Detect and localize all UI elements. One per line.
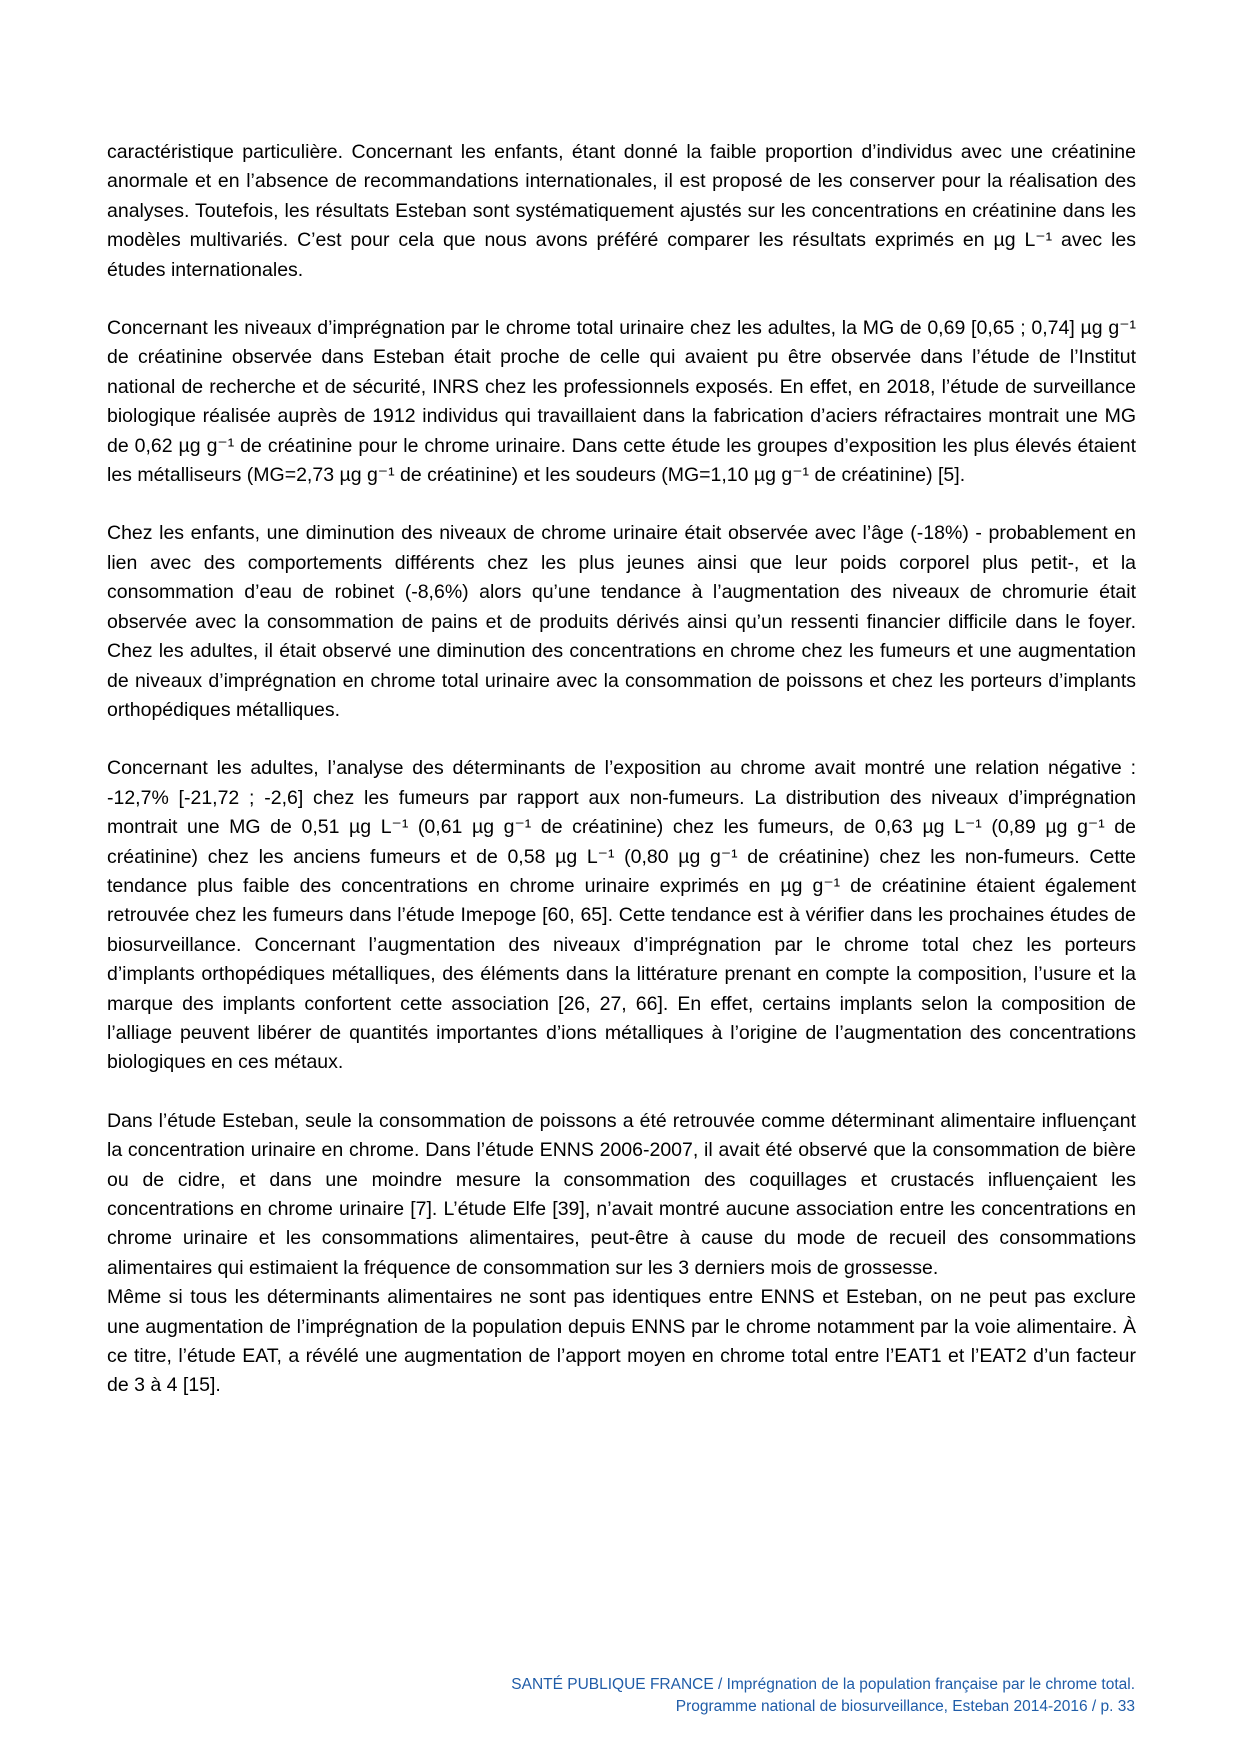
footer-publisher-line: SANTÉ PUBLIQUE FRANCE / Imprégnation de la population française par le chrome total. (511, 1676, 1135, 1693)
page-body-text (107, 138, 1136, 1430)
body-paragraph-2: Concernant les niveaux d’imprégnation par le chrome total urinaire chez les adultes, la MG de 0,69 [0,65 ; 0,74] µg g⁻¹ de créatinine observée dans Esteban était proche de celle qui avaient pu être observée dans l’étude de l’Institut national de recherche et de sécurité, INRS chez les professionnels exposés. En effet, en 2018, l’étude de surveillance biologique réalisée auprès de 1912 individus qui travaillaient dans la fabrication d’aciers réfractaires montrait une MG de 0,62 µg g⁻¹ de créatinine pour le chrome urinaire. Dans cette étude les groupes d’exposition les plus élevés étaient les métalliseurs (MG=2,73 µg g⁻¹ de créatinine) et les soudeurs (MG=1,10 µg g⁻¹ de créatinine) [5]. (107, 317, 1136, 487)
body-paragraph-5: Dans l’étude Esteban, seule la consommation de poissons a été retrouvée comme déterminant alimentaire influençant la concentration urinaire en chrome. Dans l’étude ENNS 2006-2007, il avait été observé que la consommation de bière ou de cidre, et dans une moindre mesure la consommation des coquillages et crustacés influençaient les concentrations en chrome urinaire [7]. L’étude Elfe [39], n’avait montré aucune association entre les concentrations en chrome urinaire et les consommations alimentaires, peut-être à cause du mode de recueil des consommations alimentaires qui estimaient la fréquence de consommation sur les 3 derniers mois de grossesse. (107, 1109, 1136, 1279)
body-paragraph-3: Chez les enfants, une diminution des niveaux de chrome urinaire était observée avec l’âge (-18%) - probablement en lien avec des comportements différents chez les plus jeunes ainsi que leur poids corporel plus petit-, et la consommation d’eau de robinet (-8,6%) alors qu’une tendance à l’augmentation des niveaux de chromurie était observée avec la consommation de pains et de produits dérivés ainsi qu’un ressenti financier difficile dans le foyer. Chez les adultes, il était observé une diminution des concentrations en chrome chez les fumeurs et une augmentation de niveaux d’imprégnation en chrome total urinaire avec la consommation de poissons et chez les porteurs d’implants orthopédiques métalliques. (107, 522, 1136, 721)
body-paragraph-6: Même si tous les déterminants alimentaires ne sont pas identiques entre ENNS et Esteban, on ne peut pas exclure une augmentation de l’imprégnation de la population depuis ENNS par le chrome notamment par la voie alimentaire. À ce titre, l’étude EAT, a révélé une augmentation de l’apport moyen en chrome total entre l’EAT1 et l’EAT2 d’un facteur de 3 à 4 [15]. (107, 1286, 1136, 1397)
page-footer (511, 1674, 1135, 1718)
body-paragraph-1: caractéristique particulière. Concernant les enfants, étant donné la faible proportion d’individus avec une créatinine anormale et en l’absence de recommandations internationales, il est proposé de les conserver pour la réalisation des analyses. Toutefois, les résultats Esteban sont systématiquement ajustés sur les concentrations en créatinine dans les modèles multivariés. C’est pour cela que nous avons préféré comparer les résultats exprimés en µg L⁻¹ avec les études internationales. (107, 141, 1136, 281)
footer-program-page-line: Programme national de biosurveillance, Esteban 2014-2016 / p. 33 (675, 1698, 1135, 1715)
body-paragraph-4: Concernant les adultes, l’analyse des déterminants de l’exposition au chrome avait montré une relation négative : -12,7% [-21,72 ; -2,6] chez les fumeurs par rapport aux non-fumeurs. La distribution des niveaux d’imprégnation montrait une MG de 0,51 µg L⁻¹ (0,61 µg g⁻¹ de créatinine) chez les fumeurs, de 0,63 µg L⁻¹ (0,89 µg g⁻¹ de créatinine) chez les anciens fumeurs et de 0,58 µg L⁻¹ (0,80 µg g⁻¹ de créatinine) chez les non-fumeurs. Cette tendance plus faible des concentrations en chrome urinaire exprimés en µg g⁻¹ de créatinine étaient également retrouvée chez les fumeurs dans l’étude Imepoge [60, 65]. Cette tendance est à vérifier dans les prochaines études de biosurveillance. Concernant l’augmentation des niveaux d’imprégnation par le chrome total chez les porteurs d’implants orthopédiques métalliques, des éléments dans la littérature prenant en compte la composition, l’usure et la marque des implants confortent cette association [26, 27, 66]. En effet, certains implants selon la composition de l’alliage peuvent libérer de quantités importantes d’ions métalliques à l’origine de l’augmentation des concentrations biologiques en ces métaux. (107, 757, 1136, 1074)
